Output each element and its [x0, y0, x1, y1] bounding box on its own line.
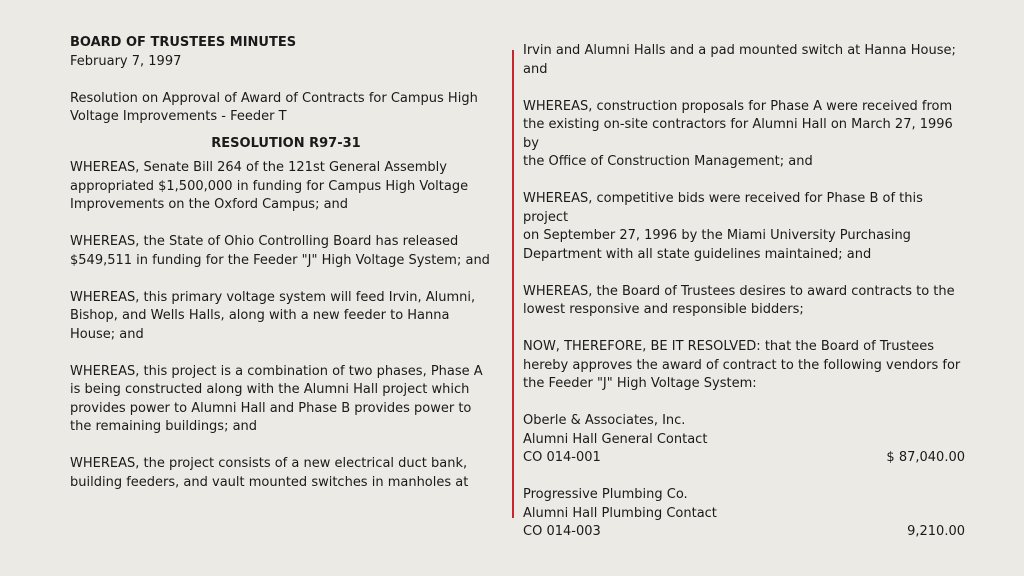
right-paragraph-5: NOW, THEREFORE, BE IT RESOLVED: that the Board of Trustees hereby approves the award of contract to the following vendors for the Feeder "J" High Voltage System: [523, 339, 961, 391]
vendor-amount: $ 87,040.00 [886, 450, 965, 465]
left-paragraph-1: WHEREAS, Senate Bill 264 of the 121st General Assembly appropriated $1,500,000 in funding for Campus High Voltage Improvements on the Oxford Campus; and [70, 160, 469, 212]
left-column [70, 34, 502, 492]
vendor-amount: 9,210.00 [907, 524, 965, 539]
document-title: BOARD OF TRUSTEES MINUTES [70, 35, 297, 50]
right-paragraph-4: WHEREAS, the Board of Trustees desires to award contracts to the lowest responsive and responsible bidders; [523, 283, 955, 317]
right-paragraph-3: WHEREAS, competitive bids were received for Phase B of this project on September 27, 1996 by the Miami University Purchasing Department with all state guidelines maintained; and [523, 191, 923, 262]
left-paragraph-3: WHEREAS, this primary voltage system will feed Irvin, Alumni, Bishop, and Wells Halls, along with a new feeder to Hanna House; and [70, 289, 476, 342]
vendor-contract: Alumni Hall Plumbing Contact [523, 505, 717, 521]
document-date: February 7, 1997 [70, 53, 182, 69]
subject-line [70, 90, 502, 127]
vendor-block-1 [523, 412, 968, 468]
column-divider [512, 50, 514, 518]
subject-line-2: Voltage Improvements - Feeder T [70, 109, 287, 124]
vendor-code: CO 014-001 [523, 450, 601, 465]
resolution-heading: RESOLUTION R97-31 [211, 135, 361, 151]
vendor-name: Oberle & Associates, Inc. [523, 413, 686, 428]
right-paragraph-1: Irvin and Alumni Halls and a pad mounted switch at Hanna House; and [523, 43, 956, 77]
right-column [523, 42, 968, 542]
vendor-contract: Alumni Hall General Contact [523, 431, 708, 447]
right-paragraph-2: WHEREAS, construction proposals for Phase A were received from the existing on-site contractors for Alumni Hall on March 27, 1996 by the Office of Construction Management; and [523, 98, 953, 169]
left-paragraph-4: WHEREAS, this project is a combination of two phases, Phase A is being constructed along with the Alumni Hall project which provides power to Alumni Hall and Phase B provides power to the remaining buildings; and [70, 363, 483, 434]
vendor-block-2 [523, 486, 968, 542]
vendor-code: CO 014-003 [523, 524, 601, 539]
subject-line-1: Resolution on Approval of Award of Contracts for Campus High [70, 90, 478, 106]
left-paragraph-2: WHEREAS, the State of Ohio Controlling Board has released $549,511 in funding for the Feeder "J" High Voltage System; and [70, 234, 490, 268]
left-paragraph-5: WHEREAS, the project consists of a new electrical duct bank, building feeders, and vault mounted switches in manholes at [70, 456, 469, 490]
vendor-row [523, 449, 968, 468]
vendor-name: Progressive Plumbing Co. [523, 487, 688, 502]
vendor-row [523, 523, 968, 542]
